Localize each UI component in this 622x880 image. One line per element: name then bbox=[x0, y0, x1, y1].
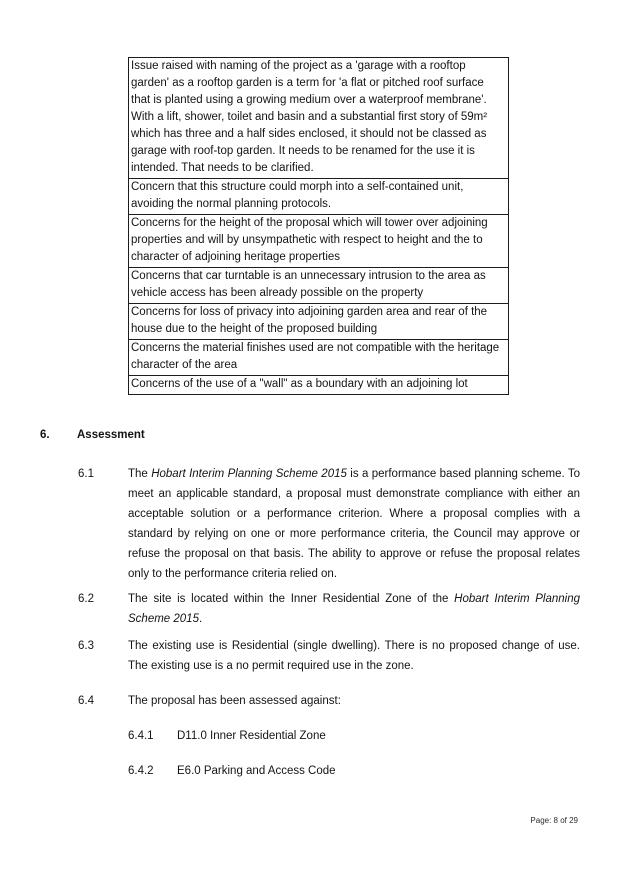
item-text: The proposal has been assessed against: bbox=[128, 695, 341, 707]
table-row bbox=[129, 376, 509, 395]
item-text: The existing use is Residential (single dwelling). There is no proposed change of use. The existing use is a no permit required use in the zone. bbox=[128, 640, 580, 672]
table-row bbox=[129, 304, 509, 340]
table-row bbox=[129, 58, 509, 179]
item-text: The site is located within the Inner Residential Zone of the Hobart Interim Planning Scheme 2015. bbox=[128, 593, 581, 625]
assessment-item-6-1 bbox=[0, 464, 622, 584]
assessment-section bbox=[0, 428, 622, 781]
subitem-number: 6.4.1 bbox=[128, 730, 154, 742]
assessment-item-6-2 bbox=[0, 589, 622, 629]
assessment-subitem-6-4-2 bbox=[0, 761, 622, 781]
subitem-text: E6.0 Parking and Access Code bbox=[177, 765, 336, 777]
page-footer: Page: 8 of 29 bbox=[530, 816, 578, 825]
table-row bbox=[129, 268, 509, 304]
issue-cell: Concerns that car turntable is an unnecessary intrusion to the area as vehicle access has been already possible on the property bbox=[129, 268, 509, 304]
issue-cell: Concern that this structure could morph into a self-contained unit, avoiding the normal planning protocols. bbox=[129, 179, 509, 215]
table-row bbox=[129, 215, 509, 268]
issue-cell: Concerns for loss of privacy into adjoining garden area and rear of the house due to the height of the proposed building bbox=[129, 304, 509, 340]
section-title: Assessment bbox=[77, 429, 145, 441]
item-number: 6.3 bbox=[78, 640, 94, 652]
item-number: 6.1 bbox=[78, 468, 94, 480]
issue-cell: Concerns the material finishes used are not compatible with the heritage character of the area bbox=[129, 340, 509, 376]
item-text: The Hobart Interim Planning Scheme 2015 is a performance based planning scheme. To meet an applicable standard, a proposal must demonstrate compliance with either an acceptable solution or a performance criterion. Where a proposal complies with a standard by relying on one or more performance criteria, the Council may approve or refuse the proposal on that basis. The ability to approve or refuse the proposal relates only to the performance criteria relied on. bbox=[128, 468, 581, 580]
assessment-item-6-4 bbox=[0, 691, 622, 711]
item-number: 6.4 bbox=[78, 695, 94, 707]
subitem-text: D11.0 Inner Residential Zone bbox=[177, 730, 326, 742]
assessment-item-6-3 bbox=[0, 636, 622, 676]
issue-cell: Concerns for the height of the proposal which will tower over adjoining properties and will by unsympathetic with respect to height and the to character of adjoining heritage properties bbox=[129, 215, 509, 268]
section-number: 6. bbox=[40, 429, 50, 441]
issue-cell: Concerns of the use of a "wall" as a boundary with an adjoining lot bbox=[129, 376, 509, 395]
assessment-subitem-6-4-1 bbox=[0, 726, 622, 746]
table-row bbox=[129, 340, 509, 376]
representations-issues-table bbox=[128, 57, 509, 395]
subitem-number: 6.4.2 bbox=[128, 765, 154, 777]
section-heading bbox=[0, 428, 622, 442]
item-number: 6.2 bbox=[78, 593, 94, 605]
issue-cell: Issue raised with naming of the project as a 'garage with a rooftop garden' as a rooftop garden is a term for 'a flat or pitched roof surface that is planted using a growing medium over a waterproof membrane'. With a lift, shower, toilet and basin and a substantial first story of 59m² which has three and a half sides enclosed, it should not be classed as garage with roof-top garden. It needs to be renamed for the use it is intended. That needs to be clarified. bbox=[129, 58, 509, 179]
table-row bbox=[129, 179, 509, 215]
